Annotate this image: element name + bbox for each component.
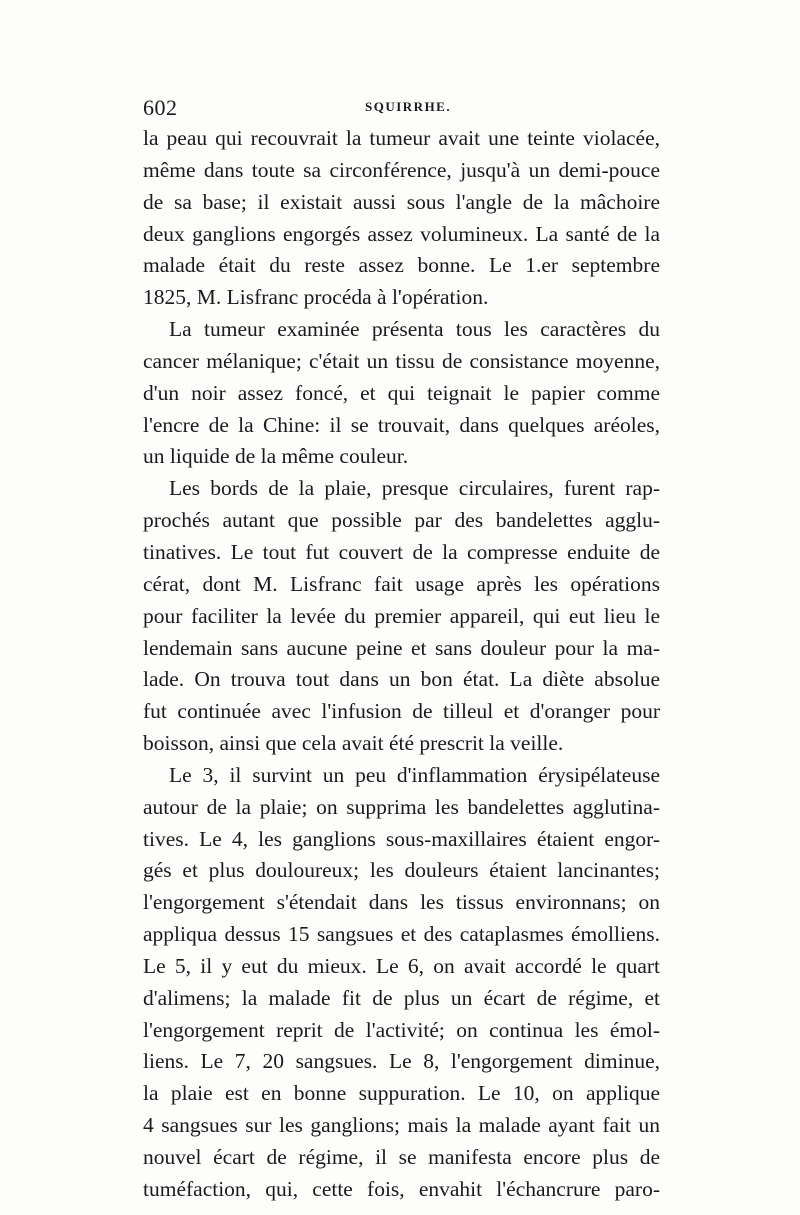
text-line: d'alimens; la malade fit de plus un écart de régime, et <box>143 985 660 1010</box>
text-line: Le 5, il y eut du mieux. Le 6, on avait accordé le quart <box>143 953 660 978</box>
text-line: tives. Le 4, les ganglions sous-maxillaires étaient engor- <box>143 826 660 851</box>
page-number: 602 <box>143 95 178 120</box>
text-line: boisson, ainsi que cela avait été prescrit la veille. <box>143 731 564 756</box>
text-line: gés et plus douloureux; les douleurs étaient lancinantes; <box>143 858 660 883</box>
text-line: cérat, dont M. Lisfranc fait usage après les opérations <box>143 571 660 596</box>
text-line: autour de la plaie; on supprima les bandelettes agglutina- <box>143 794 660 819</box>
text-line: fut continuée avec l'infusion de tilleul et d'oranger pour <box>143 699 660 724</box>
text-line: Le 3, il survint un peu d'inflammation érysipélateuse <box>169 762 660 787</box>
running-head <box>143 95 663 125</box>
text-line: un liquide de la même couleur. <box>143 444 409 469</box>
text-line: tuméfaction, qui, cette fois, envahit l'échancrure paro- <box>143 1176 660 1201</box>
text-line: l'engorgement reprit de l'activité; on continua les émol- <box>143 1017 660 1042</box>
text-line: tinatives. Le tout fut couvert de la compresse enduite de <box>143 539 660 564</box>
text-line: d'un noir assez foncé, et qui teignait le papier comme <box>143 380 660 405</box>
body-text <box>143 123 660 1206</box>
text-line: nouvel écart de régime, il se manifesta encore plus de <box>143 1145 660 1169</box>
text-line: pour faciliter la levée du premier appareil, qui eut lieu le <box>143 603 660 628</box>
text-line: de sa base; il existait aussi sous l'angle de la mâchoire <box>143 189 660 214</box>
running-title: SQUIRRHE. <box>365 99 452 114</box>
text-line: prochés autant que possible par des bandelettes agglu- <box>143 508 660 533</box>
text-line: l'engorgement s'étendait dans les tissus environnans; on <box>143 890 660 915</box>
text-line: même dans toute sa circonférence, jusqu'à un demi-pouce <box>143 157 660 182</box>
text-line: cancer mélanique; c'était un tissu de consistance moyenne, <box>143 348 660 373</box>
text-line: lade. On trouva tout dans un bon état. La diète absolue <box>143 667 660 692</box>
text-line: la plaie est en bonne suppuration. Le 10, on applique <box>143 1081 660 1106</box>
text-line: Les bords de la plaie, presque circulaires, furent rap- <box>169 476 660 501</box>
text-line: lendemain sans aucune peine et sans douleur pour la ma- <box>143 635 660 660</box>
text-line: liens. Le 7, 20 sangsues. Le 8, l'engorgement diminue, <box>143 1049 660 1074</box>
text-line: La tumeur examinée présenta tous les caractères du <box>169 317 660 342</box>
text-line: l'encre de la Chine: il se trouvait, dans quelques aréoles, <box>143 412 660 437</box>
text-line: la peau qui recouvrait la tumeur avait une teinte violacée, <box>143 126 660 150</box>
text-line: appliqua dessus 15 sangsues et des cataplasmes émolliens. <box>143 922 660 947</box>
text-line: deux ganglions engorgés assez volumineux. La santé de la <box>143 221 660 246</box>
text-line: malade était du reste assez bonne. Le 1.er septembre <box>143 253 660 278</box>
text-line: 4 sangsues sur les ganglions; mais la malade ayant fait un <box>143 1113 660 1138</box>
text-line: 1825, M. Lisfranc procéda à l'opération. <box>143 285 489 310</box>
